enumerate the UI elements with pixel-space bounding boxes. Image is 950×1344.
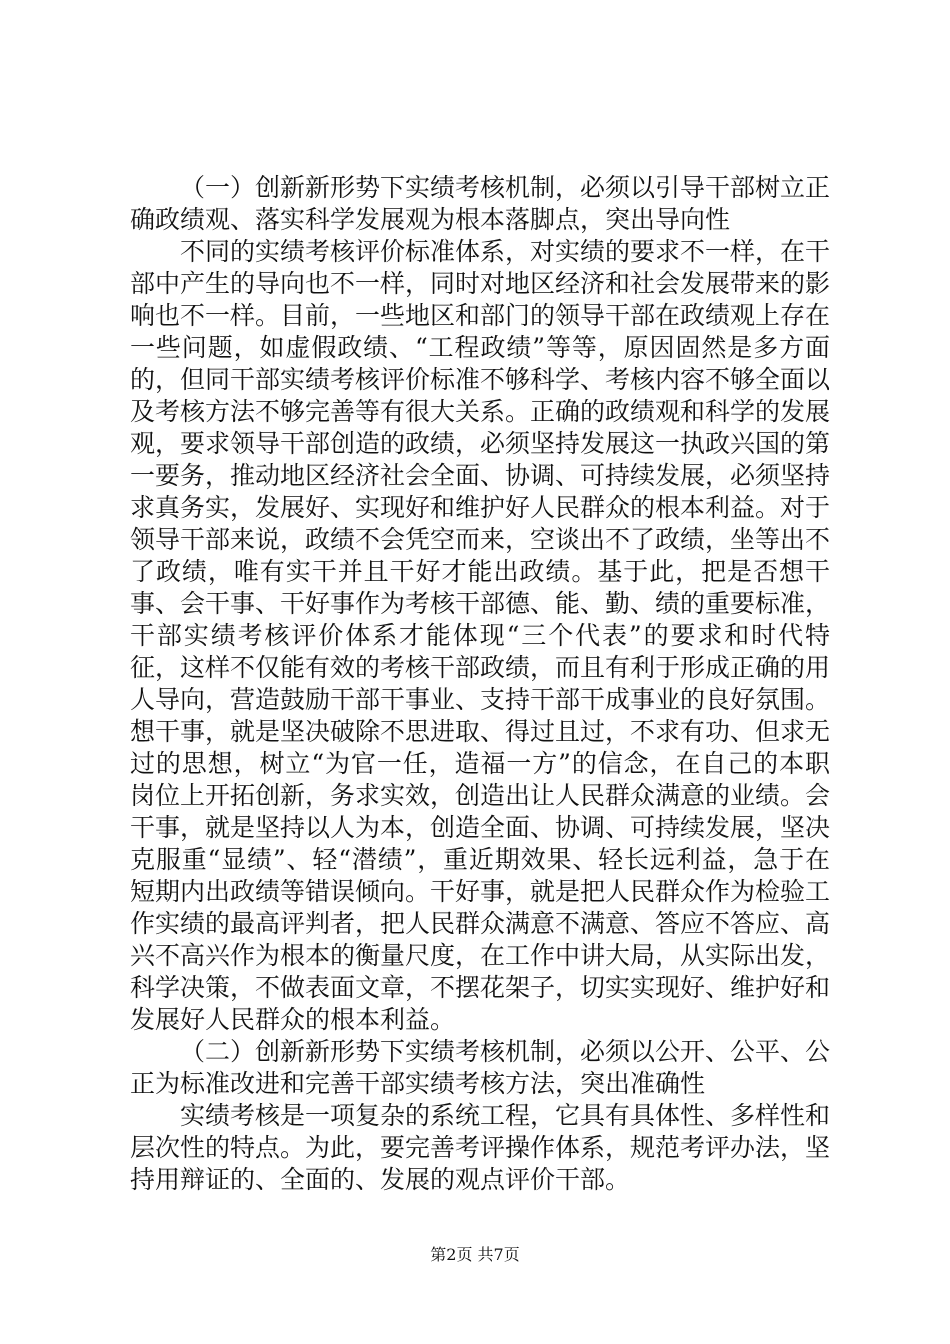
body-paragraph-1: 不同的实绩考核评价标准体系，对实绩的要求不一样，在干部中产生的导向也不一样，同时对地区经济和社会发展带来的影响也不一样。目前，一些地区和部门的领导干部在政绩观上存在一些问题，如虚假政绩、“工程政绩”等等，原因固然是多方面的，但同干部实绩考核评价标准不够科学、考核内容不够全面以及考核方法不够完善等有很大关系。正确的政绩观和科学的发展观，要求领导干部创造的政绩，必须坚持发展这一执政兴国的第一要务，推动地区经济社会全面、协调、可持续发展，必须坚持求真务实，发展好、实现好和维护好人民群众的根本利益。对于领导干部来说，政绩不会凭空而来，空谈出不了政绩，坐等出不了政绩，唯有实干并且干好才能出政绩。基于此，把是否想干事、会干事、干好事作为考核干部德、能、勤、绩的重要标准，干部实绩考核评价体系才能体现“三个代表”的要求和时代特征，这样不仅能有效的考核干部政绩，而且有利于形成正确的用人导向，营造鼓励干部干事业、支持干部干成事业的良好氛围。想干事，就是坚决破除不思进取、得过且过，不求有功、但求无过的思想，树立“为官一任，造福一方”的信念，在自己的本职岗位上开拓创新，务求实效，创造出让人民群众满意的业绩。会干事，就是坚持以人为本，创造全面、协调、可持续发展，坚决克服重“显绩”、轻“潜绩”，重近期效果、轻长远利益，急于在短期内出政绩等错误倾向。干好事，就是把人民群众作为检验工作实绩的最高评判者，把人民群众满意不满意、答应不答应、高兴不高兴作为根本的衡量尺度，在工作中讲大局，从实际出发，科学决策，不做表面文章，不摆花架子，切实实现好、维护好和发展好人民群众的根本利益。 [130,237,831,1034]
section-heading-2: （二）创新新形势下实绩考核机制，必须以公开、公平、公正为标准改进和完善干部实绩考核方法，突出准确性 [130,1037,831,1098]
section-heading-1: （一）创新新形势下实绩考核机制，必须以引导干部树立正确政绩观、落实科学发展观为根本落脚点，突出导向性 [130,173,831,234]
document-body [130,172,830,1196]
page-footer: 第2页 共7页 [430,1245,520,1264]
body-paragraph-2: 实绩考核是一项复杂的系统工程，它具有具体性、多样性和层次性的特点。为此，要完善考评操作体系，规范考评办法，坚持用辩证的、全面的、发展的观点评价干部。 [130,1101,831,1194]
